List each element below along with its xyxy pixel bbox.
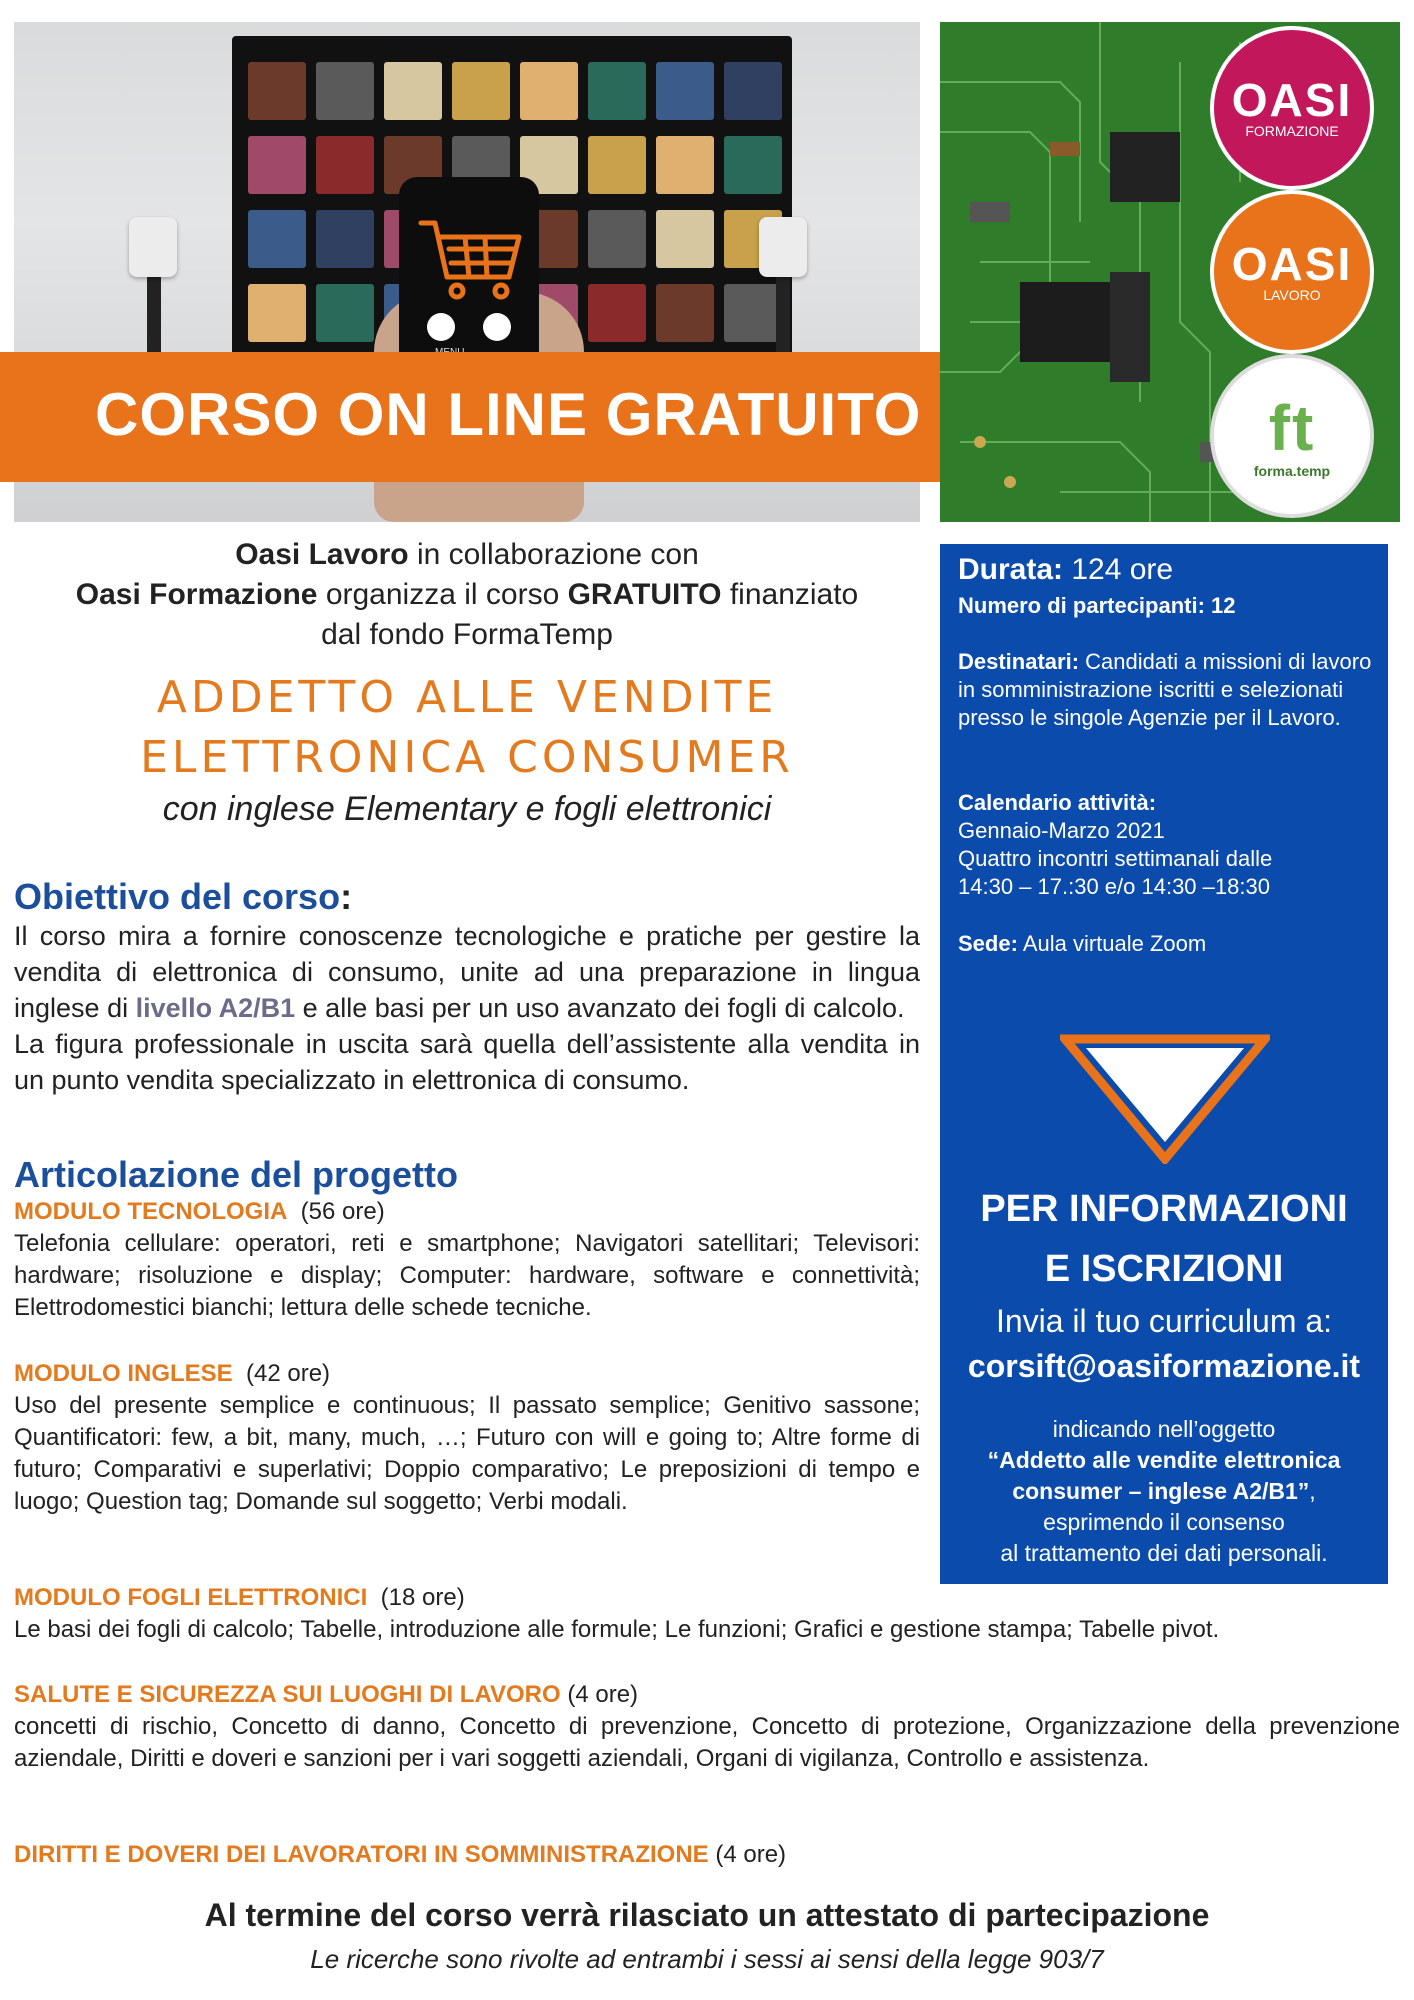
destinatari-label: Destinatari: bbox=[958, 649, 1080, 674]
module-text: Telefonia cellulare: operatori, reti e smartphone; Navigatori satellitari; Televisori: hardware; risoluzione e display; Computer: hardware, software e connettività; Elettrodomestici bianchi; lettura delle schede tecniche. bbox=[14, 1230, 920, 1321]
module-hours: (42 ore) bbox=[246, 1360, 331, 1387]
sede-label: Sede: bbox=[958, 931, 1018, 956]
cart-icon bbox=[399, 177, 539, 377]
speaker-right bbox=[759, 217, 807, 277]
module-hours: (56 ore) bbox=[300, 1198, 385, 1225]
formatemp-logo-mark: ft bbox=[1268, 392, 1316, 464]
objective-text bbox=[14, 918, 920, 1098]
module-text: Le basi dei fogli di calcolo; Tabelle, introduzione alle formule; Le funzioni; Grafici e gestione stampa; Tabelle pivot. bbox=[14, 1616, 1220, 1643]
calendario bbox=[958, 789, 1378, 901]
objective-heading-colon: : bbox=[340, 876, 353, 917]
subject-line2: “Addetto alle vendite elettronica bbox=[987, 1447, 1341, 1473]
module-fogli-elettronici bbox=[14, 1582, 1400, 1646]
intro-line2-rest: finanziato bbox=[721, 578, 859, 611]
module-inglese bbox=[14, 1358, 920, 1518]
oasi-formazione-logo-text: OASI bbox=[1231, 74, 1353, 126]
tv-tile bbox=[588, 62, 646, 120]
objective-text-3: La figura professionale in uscita sarà quella dell’assistente alla vendita in un punto vendita specializzato in elettronica di consumo. bbox=[14, 1029, 920, 1095]
objective-heading bbox=[14, 876, 352, 918]
calendario-frequency: Quattro incontri settimanali dalle bbox=[958, 846, 1273, 871]
subject-instructions bbox=[940, 1414, 1388, 1569]
module-title: MODULO INGLESE bbox=[14, 1360, 233, 1387]
tv-tile bbox=[588, 136, 646, 194]
tv-tile bbox=[248, 136, 306, 194]
objective-level: livello A2/B1 bbox=[135, 993, 296, 1023]
calendario-months: Gennaio-Marzo 2021 bbox=[958, 818, 1165, 843]
send-cv-text: Invia il tuo curriculum a: bbox=[995, 1303, 1333, 1339]
calendario-label: Calendario attività: bbox=[958, 790, 1157, 815]
triangle-down-icon bbox=[1060, 1034, 1270, 1164]
durata-label: Durata: bbox=[958, 553, 1064, 586]
banner-title: CORSO ON LINE GRATUITO bbox=[95, 381, 922, 448]
certificate-note: Al termine del corso verrà rilasciato un attestato di partecipazione bbox=[204, 1897, 1210, 1933]
intro-line2-mid: organizza il corso bbox=[317, 578, 568, 611]
tv-tile bbox=[724, 62, 782, 120]
tv-tile bbox=[248, 210, 306, 268]
tv-tile bbox=[316, 62, 374, 120]
subject-line5: al trattamento dei dati personali. bbox=[1000, 1540, 1328, 1566]
info-box bbox=[940, 544, 1388, 1584]
intro-gratuito: GRATUITO bbox=[567, 578, 722, 611]
subject-line4: esprimendo il consenso bbox=[1043, 1509, 1285, 1535]
tv-tile bbox=[588, 284, 646, 342]
tv-tile bbox=[724, 284, 782, 342]
tv-tile bbox=[656, 210, 714, 268]
module-title: MODULO FOGLI ELETTRONICI bbox=[14, 1584, 368, 1611]
course-title-line1: ADDETTO ALLE VENDITE bbox=[156, 672, 778, 723]
tv-tile bbox=[316, 210, 374, 268]
subject-line3-comma: , bbox=[1309, 1478, 1316, 1504]
module-diritti-doveri bbox=[14, 1839, 1400, 1871]
info-heading-line2: E ISCRIZIONI bbox=[1044, 1248, 1284, 1290]
org-oasi-lavoro: Oasi Lavoro bbox=[235, 538, 409, 571]
tv-tile bbox=[248, 62, 306, 120]
tv-tile bbox=[520, 62, 578, 120]
durata-value: 124 ore bbox=[1063, 553, 1174, 586]
objective-heading-text: Obiettivo del corso bbox=[14, 876, 341, 917]
calendario-hours: 14:30 – 17.:30 e/o 14:30 –18:30 bbox=[958, 874, 1270, 899]
durata bbox=[958, 550, 1378, 590]
legal-note: Le ricerche sono rivolte ad entrambi i sessi ai sensi della legge 903/7 bbox=[310, 1944, 1104, 1974]
objective-text-2: e alle basi per un uso avanzato dei fogli di calcolo. bbox=[295, 993, 905, 1023]
oasi-lavoro-logo bbox=[1210, 190, 1374, 354]
module-hours: (4 ore) bbox=[567, 1681, 639, 1708]
subject-line1: indicando nell’oggetto bbox=[1052, 1416, 1276, 1442]
module-salute-sicurezza bbox=[14, 1679, 1400, 1775]
oasi-lavoro-logo-sub: LAVORO bbox=[1263, 287, 1321, 303]
module-title: SALUTE E SICUREZZA SUI LUOGHI DI LAVORO bbox=[14, 1681, 561, 1708]
destinatari-value: Candidati a missioni di lavoro in somministrazione iscritti e selezionati presso le singole Agenzie per il Lavoro. bbox=[958, 649, 1372, 730]
formatemp-logo-sub: forma.temp bbox=[1253, 463, 1331, 479]
circuit-board-photo bbox=[940, 22, 1400, 522]
tv-tile bbox=[452, 62, 510, 120]
module-hours: (18 ore) bbox=[380, 1584, 465, 1611]
oasi-formazione-logo bbox=[1210, 26, 1374, 190]
tv-tile bbox=[724, 136, 782, 194]
project-structure-heading: Articolazione del progetto bbox=[14, 1154, 459, 1195]
module-tecnologia bbox=[14, 1196, 920, 1324]
tv-tile bbox=[384, 62, 442, 120]
org-oasi-formazione: Oasi Formazione bbox=[75, 578, 318, 611]
sede-value: Aula virtuale Zoom bbox=[1017, 931, 1207, 956]
module-text: Uso del presente semplice e continuous; Il passato semplice; Genitivo sassone; Quantificatori: few, a bit, many, much, …; Futuro con will e going to; Altre forme di futuro; Comparativi e superlativi; Doppio comparativo; Le preposizioni di tempo e luogo; Question tag; Domande sul soggetto; Verbi modali. bbox=[14, 1392, 920, 1515]
oasi-lavoro-logo-text: OASI bbox=[1231, 238, 1353, 290]
info-heading-line1: PER INFORMAZIONI bbox=[980, 1188, 1348, 1230]
info-heading bbox=[940, 1179, 1388, 1299]
sede bbox=[958, 930, 1378, 958]
course-title-line2: ELETTRONICA CONSUMER bbox=[140, 732, 794, 783]
destinatari bbox=[958, 648, 1378, 732]
module-title: MODULO TECNOLOGIA bbox=[14, 1198, 288, 1225]
formatemp-logo bbox=[1210, 354, 1374, 518]
intro-text bbox=[14, 535, 920, 655]
tv-tile bbox=[316, 284, 374, 342]
objective-text-1: Il corso mira a fornire conoscenze tecnologiche e pratiche per gestire la vendita di elettronica di consumo, unite ad una preparazione in lingua inglese di bbox=[14, 921, 920, 1023]
oasi-formazione-logo-sub: FORMAZIONE bbox=[1245, 123, 1339, 139]
tv-tile bbox=[316, 136, 374, 194]
contact-email[interactable]: corsift@oasiformazione.it bbox=[967, 1348, 1361, 1384]
tv-tile bbox=[656, 62, 714, 120]
tv-tile bbox=[588, 210, 646, 268]
speaker-left bbox=[129, 217, 177, 277]
remote-control bbox=[399, 177, 539, 377]
subject-line3: consumer – inglese A2/B1” bbox=[1012, 1478, 1310, 1504]
partecipanti: Numero di partecipanti: 12 bbox=[958, 593, 1236, 618]
course-subtitle: con inglese Elementary e fogli elettronici bbox=[162, 790, 772, 828]
tv-tile bbox=[248, 284, 306, 342]
module-text: concetti di rischio, Concetto di danno, Concetto di prevenzione, Concetto di protezione, Organizzazione della prevenzione aziendale, Diritti e doveri e sanzioni per i vari soggetti aziendali, Organi di vigilanza, Controllo e assistenza. bbox=[14, 1713, 1400, 1772]
intro-line1: in collaborazione con bbox=[408, 538, 699, 571]
module-hours: (4 ore) bbox=[715, 1841, 787, 1868]
tv-tile bbox=[656, 284, 714, 342]
intro-line3: dal fondo FormaTemp bbox=[321, 618, 613, 651]
module-title: DIRITTI E DOVERI DEI LAVORATORI IN SOMMINISTRAZIONE bbox=[14, 1841, 709, 1868]
tv-tile bbox=[656, 136, 714, 194]
course-title bbox=[14, 668, 920, 788]
